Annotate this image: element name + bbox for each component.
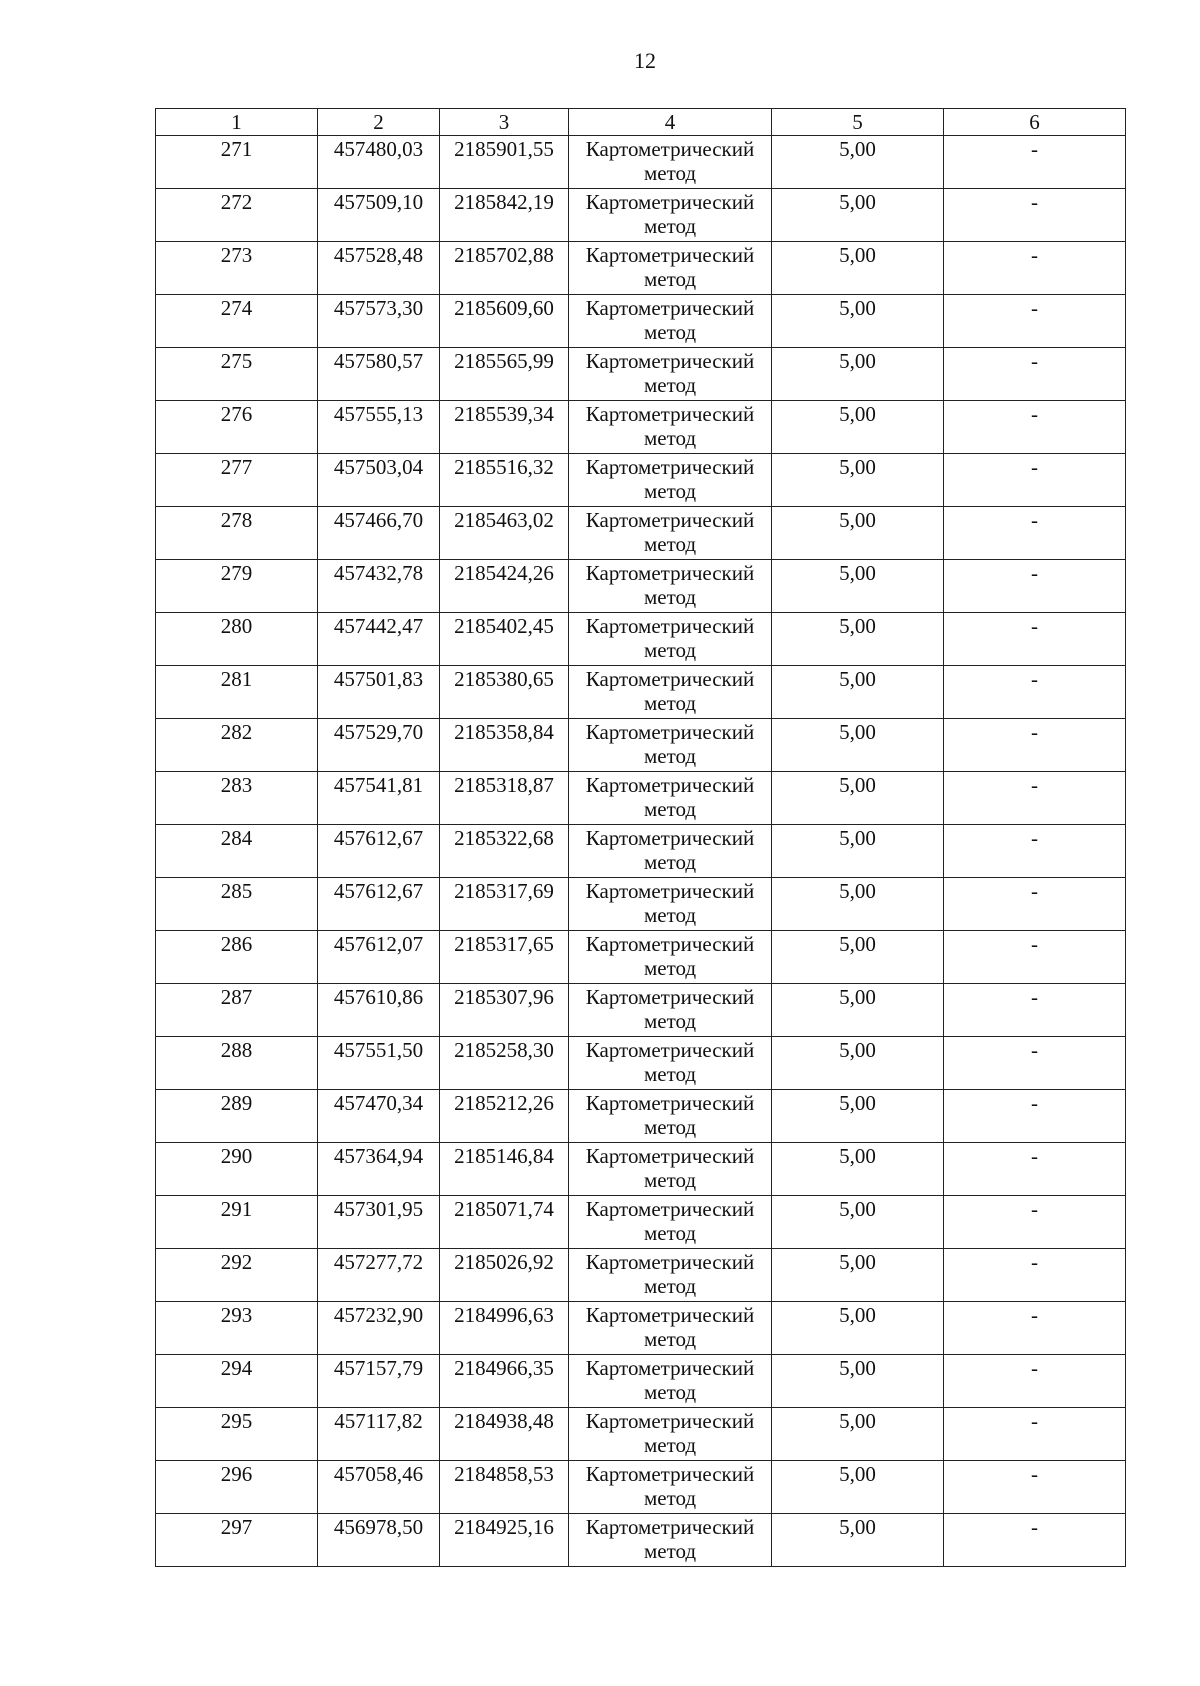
note-cell: -: [944, 295, 1126, 348]
table-row: [156, 454, 1126, 507]
table-row: [156, 613, 1126, 666]
table-row: [156, 189, 1126, 242]
table-row: [156, 772, 1126, 825]
method-cell: [569, 348, 772, 401]
accuracy-cell: 5,00: [772, 1090, 944, 1143]
y-coordinate-cell: 2185380,65: [440, 666, 569, 719]
accuracy-cell: 5,00: [772, 1196, 944, 1249]
accuracy-cell: 5,00: [772, 984, 944, 1037]
accuracy-cell: 5,00: [772, 1408, 944, 1461]
table-row: [156, 1037, 1126, 1090]
accuracy-cell: 5,00: [772, 136, 944, 189]
note-cell: -: [944, 242, 1126, 295]
method-line-2: метод: [643, 903, 697, 927]
x-coordinate-cell: 457541,81: [318, 772, 440, 825]
point-number-cell: 273: [156, 242, 318, 295]
header-col-3: 3: [440, 109, 569, 136]
table-header: [156, 109, 1126, 136]
method-line-2: метод: [643, 638, 697, 662]
accuracy-cell: 5,00: [772, 931, 944, 984]
note-cell: -: [944, 772, 1126, 825]
note-cell: -: [944, 825, 1126, 878]
note-cell: -: [944, 454, 1126, 507]
method-cell: [569, 1302, 772, 1355]
x-coordinate-cell: 457232,90: [318, 1302, 440, 1355]
x-coordinate-cell: 457529,70: [318, 719, 440, 772]
accuracy-cell: 5,00: [772, 719, 944, 772]
accuracy-cell: 5,00: [772, 1355, 944, 1408]
point-number-cell: 295: [156, 1408, 318, 1461]
header-col-4: 4: [569, 109, 772, 136]
point-number-cell: 288: [156, 1037, 318, 1090]
method-cell: [569, 1355, 772, 1408]
coordinates-table: [155, 108, 1126, 1567]
point-number-cell: 285: [156, 878, 318, 931]
point-number-cell: 272: [156, 189, 318, 242]
x-coordinate-cell: 457301,95: [318, 1196, 440, 1249]
y-coordinate-cell: 2185539,34: [440, 401, 569, 454]
table-row: [156, 242, 1126, 295]
method-line-1: Картометрический: [585, 1197, 755, 1221]
note-cell: -: [944, 1461, 1126, 1514]
table-row: [156, 825, 1126, 878]
method-line-1: Картометрический: [585, 932, 755, 956]
method-line-1: Картометрический: [585, 1409, 755, 1433]
note-cell: -: [944, 666, 1126, 719]
point-number-cell: 280: [156, 613, 318, 666]
method-line-1: Картометрический: [585, 349, 755, 373]
method-cell: [569, 1249, 772, 1302]
y-coordinate-cell: 2185702,88: [440, 242, 569, 295]
method-cell: [569, 454, 772, 507]
method-line-1: Картометрический: [585, 1515, 755, 1539]
method-line-2: метод: [643, 1539, 697, 1563]
point-number-cell: 276: [156, 401, 318, 454]
table-row: [156, 1461, 1126, 1514]
accuracy-cell: 5,00: [772, 878, 944, 931]
y-coordinate-cell: 2185071,74: [440, 1196, 569, 1249]
point-number-cell: 292: [156, 1249, 318, 1302]
note-cell: -: [944, 136, 1126, 189]
header-col-5: 5: [772, 109, 944, 136]
accuracy-cell: 5,00: [772, 825, 944, 878]
table-row: [156, 401, 1126, 454]
y-coordinate-cell: 2185317,65: [440, 931, 569, 984]
x-coordinate-cell: 457117,82: [318, 1408, 440, 1461]
table-row: [156, 878, 1126, 931]
x-coordinate-cell: 457466,70: [318, 507, 440, 560]
table-row: [156, 295, 1126, 348]
x-coordinate-cell: 457480,03: [318, 136, 440, 189]
method-line-2: метод: [643, 1115, 697, 1139]
note-cell: -: [944, 1302, 1126, 1355]
method-cell: [569, 1037, 772, 1090]
method-line-1: Картометрический: [585, 508, 755, 532]
point-number-cell: 281: [156, 666, 318, 719]
method-cell: [569, 666, 772, 719]
method-line-2: метод: [643, 1486, 697, 1510]
page-number: 12: [634, 48, 656, 73]
y-coordinate-cell: 2184938,48: [440, 1408, 569, 1461]
x-coordinate-cell: 457501,83: [318, 666, 440, 719]
x-coordinate-cell: 457528,48: [318, 242, 440, 295]
x-coordinate-cell: 457157,79: [318, 1355, 440, 1408]
accuracy-cell: 5,00: [772, 613, 944, 666]
x-coordinate-cell: 457432,78: [318, 560, 440, 613]
x-coordinate-cell: 457610,86: [318, 984, 440, 1037]
method-cell: [569, 931, 772, 984]
method-line-1: Картометрический: [585, 879, 755, 903]
point-number-cell: 275: [156, 348, 318, 401]
accuracy-cell: 5,00: [772, 1037, 944, 1090]
table-row: [156, 1302, 1126, 1355]
y-coordinate-cell: 2185358,84: [440, 719, 569, 772]
method-cell: [569, 1408, 772, 1461]
method-cell: [569, 613, 772, 666]
x-coordinate-cell: 457503,04: [318, 454, 440, 507]
note-cell: -: [944, 1196, 1126, 1249]
method-cell: [569, 1514, 772, 1567]
method-line-1: Картометрический: [585, 296, 755, 320]
method-line-2: метод: [643, 744, 697, 768]
method-cell: [569, 560, 772, 613]
method-line-1: Картометрический: [585, 1303, 755, 1327]
table-row: [156, 1143, 1126, 1196]
accuracy-cell: 5,00: [772, 507, 944, 560]
method-cell: [569, 878, 772, 931]
accuracy-cell: 5,00: [772, 666, 944, 719]
method-line-2: метод: [643, 1009, 697, 1033]
y-coordinate-cell: 2185901,55: [440, 136, 569, 189]
y-coordinate-cell: 2185212,26: [440, 1090, 569, 1143]
method-line-1: Картометрический: [585, 720, 755, 744]
note-cell: -: [944, 931, 1126, 984]
method-cell: [569, 825, 772, 878]
note-cell: -: [944, 1090, 1126, 1143]
table-row: [156, 507, 1126, 560]
table-row: [156, 1196, 1126, 1249]
method-cell: [569, 1461, 772, 1514]
method-line-2: метод: [643, 214, 697, 238]
x-coordinate-cell: 456978,50: [318, 1514, 440, 1567]
method-cell: [569, 984, 772, 1037]
accuracy-cell: 5,00: [772, 1143, 944, 1196]
method-line-1: Картометрический: [585, 1250, 755, 1274]
method-cell: [569, 507, 772, 560]
method-line-2: метод: [643, 373, 697, 397]
header-row: [156, 109, 1126, 136]
y-coordinate-cell: 2185565,99: [440, 348, 569, 401]
point-number-cell: 278: [156, 507, 318, 560]
x-coordinate-cell: 457612,67: [318, 825, 440, 878]
method-line-2: метод: [643, 267, 697, 291]
point-number-cell: 294: [156, 1355, 318, 1408]
note-cell: -: [944, 878, 1126, 931]
point-number-cell: 286: [156, 931, 318, 984]
method-line-2: метод: [643, 320, 697, 344]
table-row: [156, 1090, 1126, 1143]
y-coordinate-cell: 2184858,53: [440, 1461, 569, 1514]
method-cell: [569, 1090, 772, 1143]
note-cell: -: [944, 719, 1126, 772]
method-line-1: Картометрический: [585, 455, 755, 479]
method-cell: [569, 772, 772, 825]
note-cell: -: [944, 1249, 1126, 1302]
method-line-2: метод: [643, 585, 697, 609]
x-coordinate-cell: 457612,67: [318, 878, 440, 931]
method-line-2: метод: [643, 426, 697, 450]
method-cell: [569, 719, 772, 772]
note-cell: -: [944, 1355, 1126, 1408]
accuracy-cell: 5,00: [772, 189, 944, 242]
y-coordinate-cell: 2185322,68: [440, 825, 569, 878]
method-line-1: Картометрический: [585, 614, 755, 638]
x-coordinate-cell: 457058,46: [318, 1461, 440, 1514]
method-line-2: метод: [643, 956, 697, 980]
method-cell: [569, 189, 772, 242]
point-number-cell: 293: [156, 1302, 318, 1355]
point-number-cell: 296: [156, 1461, 318, 1514]
x-coordinate-cell: 457555,13: [318, 401, 440, 454]
note-cell: -: [944, 1037, 1126, 1090]
note-cell: -: [944, 189, 1126, 242]
header-col-6: 6: [944, 109, 1126, 136]
point-number-cell: 277: [156, 454, 318, 507]
note-cell: -: [944, 507, 1126, 560]
method-line-2: метод: [643, 1327, 697, 1351]
note-cell: -: [944, 613, 1126, 666]
method-line-1: Картометрический: [585, 243, 755, 267]
point-number-cell: 287: [156, 984, 318, 1037]
y-coordinate-cell: 2185516,32: [440, 454, 569, 507]
table-row: [156, 560, 1126, 613]
method-line-1: Картометрический: [585, 985, 755, 1009]
method-cell: [569, 242, 772, 295]
table-row: [156, 931, 1126, 984]
y-coordinate-cell: 2185424,26: [440, 560, 569, 613]
method-line-2: метод: [643, 691, 697, 715]
point-number-cell: 271: [156, 136, 318, 189]
accuracy-cell: 5,00: [772, 401, 944, 454]
accuracy-cell: 5,00: [772, 1302, 944, 1355]
method-line-2: метод: [643, 479, 697, 503]
x-coordinate-cell: 457364,94: [318, 1143, 440, 1196]
x-coordinate-cell: 457580,57: [318, 348, 440, 401]
y-coordinate-cell: 2184925,16: [440, 1514, 569, 1567]
point-number-cell: 284: [156, 825, 318, 878]
method-line-1: Картометрический: [585, 1091, 755, 1115]
accuracy-cell: 5,00: [772, 1249, 944, 1302]
table-row: [156, 1408, 1126, 1461]
method-cell: [569, 295, 772, 348]
method-cell: [569, 401, 772, 454]
point-number-cell: 291: [156, 1196, 318, 1249]
method-line-1: Картометрический: [585, 190, 755, 214]
x-coordinate-cell: 457612,07: [318, 931, 440, 984]
method-line-2: метод: [643, 1221, 697, 1245]
x-coordinate-cell: 457277,72: [318, 1249, 440, 1302]
y-coordinate-cell: 2185258,30: [440, 1037, 569, 1090]
x-coordinate-cell: 457442,47: [318, 613, 440, 666]
point-number-cell: 282: [156, 719, 318, 772]
y-coordinate-cell: 2185463,02: [440, 507, 569, 560]
note-cell: -: [944, 1143, 1126, 1196]
accuracy-cell: 5,00: [772, 1461, 944, 1514]
point-number-cell: 289: [156, 1090, 318, 1143]
point-number-cell: 274: [156, 295, 318, 348]
method-line-2: метод: [643, 532, 697, 556]
table-row: [156, 666, 1126, 719]
method-line-1: Картометрический: [585, 402, 755, 426]
table-body: [156, 136, 1126, 1567]
method-line-1: Картометрический: [585, 667, 755, 691]
y-coordinate-cell: 2185842,19: [440, 189, 569, 242]
method-line-1: Картометрический: [585, 1356, 755, 1380]
y-coordinate-cell: 2185026,92: [440, 1249, 569, 1302]
accuracy-cell: 5,00: [772, 560, 944, 613]
y-coordinate-cell: 2185307,96: [440, 984, 569, 1037]
note-cell: -: [944, 984, 1126, 1037]
accuracy-cell: 5,00: [772, 1514, 944, 1567]
table-row: [156, 1355, 1126, 1408]
point-number-cell: 297: [156, 1514, 318, 1567]
x-coordinate-cell: 457573,30: [318, 295, 440, 348]
y-coordinate-cell: 2185402,45: [440, 613, 569, 666]
accuracy-cell: 5,00: [772, 348, 944, 401]
table-row: [156, 348, 1126, 401]
accuracy-cell: 5,00: [772, 242, 944, 295]
method-line-1: Картометрический: [585, 1144, 755, 1168]
method-cell: [569, 1143, 772, 1196]
note-cell: -: [944, 348, 1126, 401]
table-row: [156, 984, 1126, 1037]
accuracy-cell: 5,00: [772, 454, 944, 507]
y-coordinate-cell: 2185318,87: [440, 772, 569, 825]
table-row: [156, 136, 1126, 189]
method-line-2: метод: [643, 1062, 697, 1086]
method-line-1: Картометрический: [585, 826, 755, 850]
y-coordinate-cell: 2184966,35: [440, 1355, 569, 1408]
method-line-1: Картометрический: [585, 137, 755, 161]
point-number-cell: 279: [156, 560, 318, 613]
note-cell: -: [944, 401, 1126, 454]
accuracy-cell: 5,00: [772, 295, 944, 348]
table-row: [156, 1514, 1126, 1567]
y-coordinate-cell: 2185609,60: [440, 295, 569, 348]
header-col-1: 1: [156, 109, 318, 136]
method-cell: [569, 136, 772, 189]
table-row: [156, 719, 1126, 772]
method-line-2: метод: [643, 161, 697, 185]
method-cell: [569, 1196, 772, 1249]
note-cell: -: [944, 560, 1126, 613]
method-line-2: метод: [643, 1274, 697, 1298]
method-line-2: метод: [643, 1168, 697, 1192]
method-line-1: Картометрический: [585, 1038, 755, 1062]
method-line-1: Картометрический: [585, 773, 755, 797]
method-line-2: метод: [643, 1380, 697, 1404]
y-coordinate-cell: 2184996,63: [440, 1302, 569, 1355]
y-coordinate-cell: 2185317,69: [440, 878, 569, 931]
method-line-1: Картометрический: [585, 561, 755, 585]
accuracy-cell: 5,00: [772, 772, 944, 825]
x-coordinate-cell: 457509,10: [318, 189, 440, 242]
y-coordinate-cell: 2185146,84: [440, 1143, 569, 1196]
table-row: [156, 1249, 1126, 1302]
method-line-1: Картометрический: [585, 1462, 755, 1486]
point-number-cell: 283: [156, 772, 318, 825]
note-cell: -: [944, 1408, 1126, 1461]
header-col-2: 2: [318, 109, 440, 136]
method-line-2: метод: [643, 1433, 697, 1457]
method-line-2: метод: [643, 850, 697, 874]
x-coordinate-cell: 457470,34: [318, 1090, 440, 1143]
point-number-cell: 290: [156, 1143, 318, 1196]
note-cell: -: [944, 1514, 1126, 1567]
x-coordinate-cell: 457551,50: [318, 1037, 440, 1090]
method-line-2: метод: [643, 797, 697, 821]
